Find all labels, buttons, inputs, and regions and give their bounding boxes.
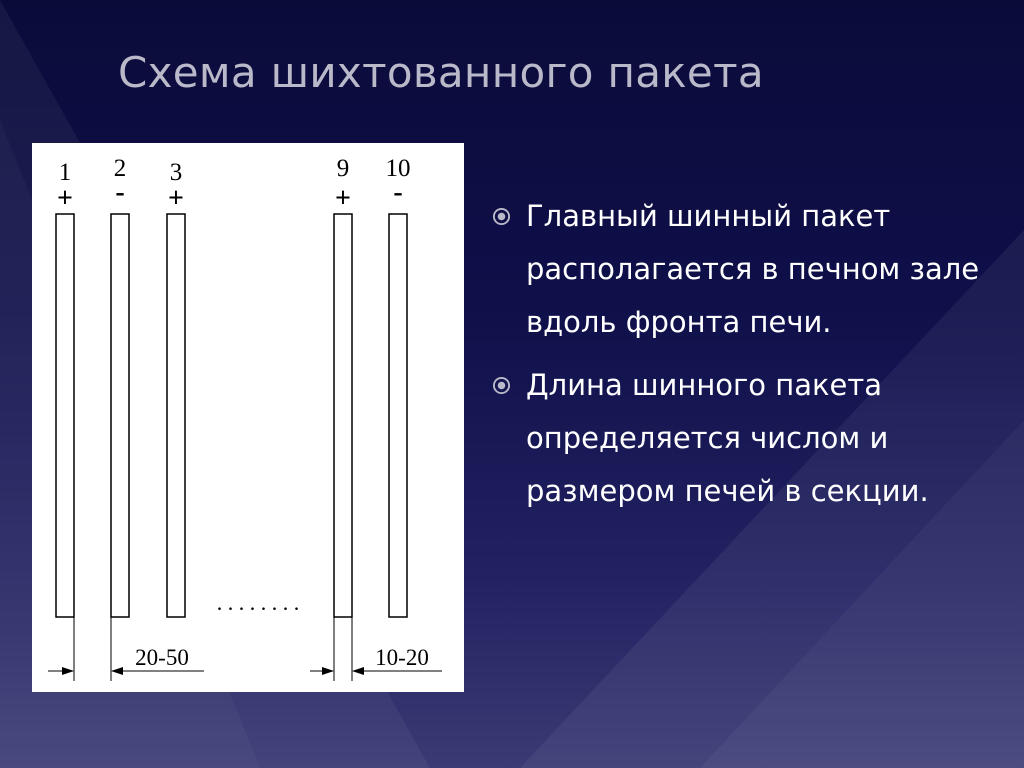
dim-width-label: 10-20 — [375, 645, 429, 670]
circle-bullet-icon — [492, 207, 511, 226]
bar-number-2: 2 — [113, 155, 127, 182]
bus-bar-2 — [111, 214, 129, 617]
bar-sign-2: - — [115, 177, 125, 208]
circle-bullet-icon — [492, 376, 511, 395]
bullet-item — [486, 190, 986, 349]
diagram-canvas — [32, 143, 464, 692]
bus-bar-9 — [334, 214, 352, 617]
bar-number-3: 3 — [169, 159, 183, 186]
bus-bar-3 — [167, 214, 185, 617]
bus-bar-1 — [56, 214, 74, 617]
bullet-text: Длина шинного пакета определяется числом и размером печей в секции. — [526, 368, 929, 508]
bar-number-10: 10 — [385, 155, 411, 182]
bar-sign-1: + — [57, 183, 73, 214]
bar-number-9: 9 — [336, 155, 350, 182]
bar-sign-3: + — [168, 183, 184, 214]
bar-sign-10: - — [393, 177, 403, 208]
bar-number-1: 1 — [58, 159, 72, 186]
dim-gap-label: 20-50 — [135, 645, 189, 670]
bar-sign-9: + — [335, 183, 351, 214]
bullet-list — [486, 190, 986, 528]
slide-title: Схема шихтованного пакета — [118, 48, 764, 97]
bullet-item — [486, 359, 986, 518]
bullet-text: Главный шинный пакет располагается в печном зале вдоль фронта печи. — [526, 199, 980, 339]
bus-bar-10 — [389, 214, 407, 617]
bars-ellipsis: . . . . . . . . — [216, 590, 300, 615]
busbar-package-diagram — [32, 143, 464, 692]
